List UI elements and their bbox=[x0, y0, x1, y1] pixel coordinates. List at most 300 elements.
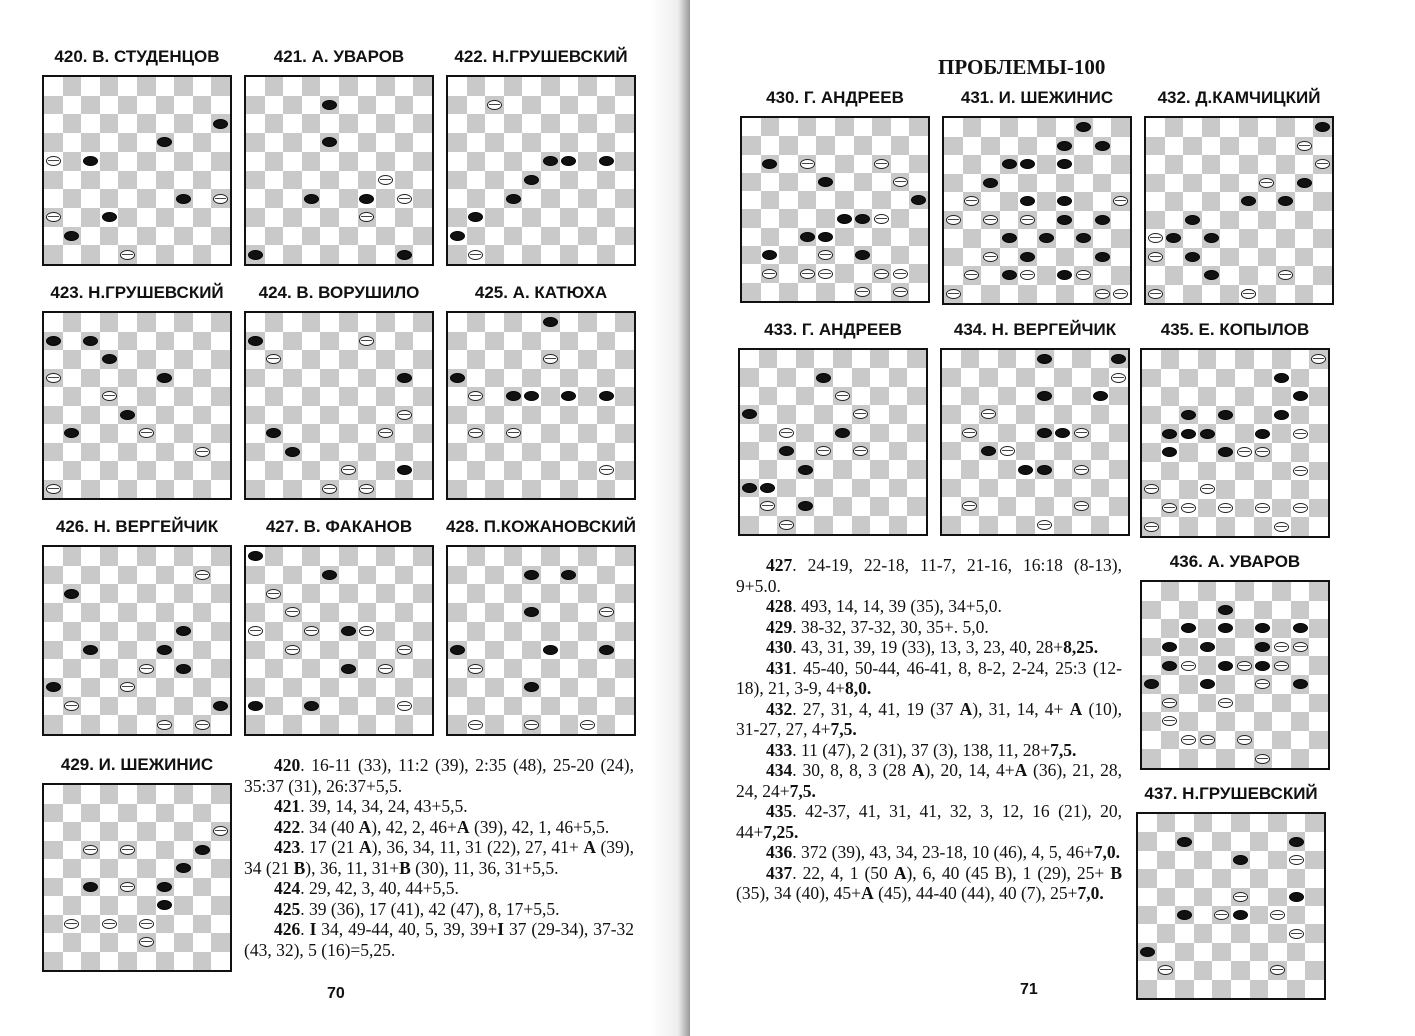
dark-square bbox=[1109, 424, 1128, 442]
solution-paragraph: 420. 16-11 (33), 11:2 (39), 2:35 (48), 25-20 (24), 35:37 (31), 26:37+5,5. bbox=[244, 755, 634, 796]
dark-square bbox=[560, 96, 579, 115]
black-piece bbox=[1255, 429, 1270, 439]
checkers-board bbox=[942, 116, 1132, 305]
black-piece bbox=[779, 446, 794, 456]
light-square bbox=[597, 227, 616, 246]
light-square bbox=[63, 443, 82, 462]
light-square bbox=[137, 715, 156, 734]
dark-square bbox=[302, 189, 321, 208]
dark-square bbox=[504, 461, 523, 480]
dark-square bbox=[541, 584, 560, 603]
dark-square bbox=[1258, 285, 1277, 304]
dark-square bbox=[81, 804, 100, 823]
dark-square bbox=[1179, 517, 1198, 536]
light-square bbox=[358, 114, 377, 133]
solution-paragraph: 433. 11 (47), 2 (31), 37 (3), 138, 11, 28+7,5. bbox=[766, 739, 1077, 760]
light-square bbox=[963, 248, 982, 267]
light-square bbox=[1035, 368, 1054, 386]
white-piece bbox=[359, 212, 374, 222]
dark-square bbox=[1254, 480, 1273, 499]
light-square bbox=[283, 350, 302, 369]
light-square bbox=[504, 245, 523, 264]
light-square bbox=[814, 424, 833, 442]
light-square bbox=[891, 118, 910, 136]
light-square bbox=[193, 424, 212, 443]
dark-square bbox=[63, 896, 82, 915]
light-square bbox=[1291, 694, 1310, 713]
light-square bbox=[798, 173, 817, 191]
light-square bbox=[376, 641, 395, 660]
light-square bbox=[1018, 229, 1037, 248]
dark-square bbox=[193, 208, 212, 227]
diagram bbox=[740, 88, 930, 303]
light-square bbox=[376, 678, 395, 697]
light-square bbox=[944, 192, 963, 211]
dark-square bbox=[395, 480, 414, 499]
light-square bbox=[504, 133, 523, 152]
light-square bbox=[448, 461, 467, 480]
light-square bbox=[302, 443, 321, 462]
white-piece bbox=[835, 391, 850, 401]
black-piece bbox=[1204, 270, 1219, 280]
light-square bbox=[283, 114, 302, 133]
dark-square bbox=[413, 227, 432, 246]
solution-paragraph: 430. 43, 31, 39, 19 (33), 13, 3, 23, 40, 28+8,25. bbox=[766, 637, 1099, 657]
light-square bbox=[1111, 211, 1130, 230]
dark-square bbox=[615, 152, 634, 171]
dark-square bbox=[100, 859, 119, 878]
dark-square bbox=[137, 227, 156, 246]
white-piece bbox=[800, 269, 815, 279]
light-square bbox=[339, 171, 358, 190]
dark-square bbox=[1212, 832, 1231, 850]
dark-square bbox=[100, 697, 119, 716]
dark-square bbox=[137, 547, 156, 566]
light-square bbox=[211, 332, 230, 351]
dark-square bbox=[998, 350, 1017, 368]
dark-square bbox=[44, 171, 63, 190]
light-square bbox=[1179, 499, 1198, 518]
white-piece bbox=[506, 428, 521, 438]
dark-square bbox=[1309, 350, 1328, 369]
light-square bbox=[448, 659, 467, 678]
light-square bbox=[1276, 211, 1295, 230]
dark-square bbox=[1091, 405, 1110, 423]
dark-square bbox=[560, 406, 579, 425]
dark-square bbox=[942, 405, 961, 423]
light-square bbox=[467, 96, 486, 115]
dark-square bbox=[1109, 460, 1128, 478]
white-piece bbox=[1113, 289, 1128, 299]
dark-square bbox=[522, 406, 541, 425]
black-piece bbox=[543, 317, 558, 327]
dark-square bbox=[942, 442, 961, 460]
light-square bbox=[541, 480, 560, 499]
light-square bbox=[522, 547, 541, 566]
light-square bbox=[118, 584, 137, 603]
white-piece bbox=[874, 269, 889, 279]
dark-square bbox=[302, 461, 321, 480]
light-square bbox=[320, 387, 339, 406]
light-square bbox=[265, 603, 284, 622]
black-piece bbox=[322, 100, 337, 110]
dark-square bbox=[560, 603, 579, 622]
dark-square bbox=[302, 350, 321, 369]
light-square bbox=[998, 516, 1017, 534]
dark-square bbox=[1091, 442, 1110, 460]
dark-square bbox=[1142, 406, 1161, 425]
light-square bbox=[44, 659, 63, 678]
dark-square bbox=[1037, 155, 1056, 174]
dark-square bbox=[870, 387, 889, 405]
white-piece bbox=[1274, 661, 1289, 671]
dark-square bbox=[358, 678, 377, 697]
light-square bbox=[854, 118, 873, 136]
checkers-board bbox=[244, 545, 434, 736]
light-square bbox=[597, 114, 616, 133]
dark-square bbox=[1305, 888, 1324, 906]
dark-square bbox=[889, 405, 908, 423]
light-square bbox=[961, 516, 980, 534]
light-square bbox=[156, 859, 175, 878]
light-square bbox=[852, 460, 871, 478]
dark-square bbox=[541, 227, 560, 246]
dark-square bbox=[320, 641, 339, 660]
dark-square bbox=[891, 209, 910, 227]
dark-square bbox=[833, 460, 852, 478]
dark-square bbox=[1175, 906, 1194, 924]
diagram bbox=[446, 517, 636, 736]
light-square bbox=[1056, 192, 1075, 211]
dark-square bbox=[485, 566, 504, 585]
white-piece bbox=[487, 100, 502, 110]
light-square bbox=[485, 387, 504, 406]
white-piece bbox=[818, 269, 833, 279]
light-square bbox=[1309, 517, 1328, 536]
dark-square bbox=[779, 246, 798, 264]
light-square bbox=[944, 229, 963, 248]
diagram-caption: 434. Н. ВЕРГЕЙЧИК bbox=[953, 320, 1117, 339]
black-piece bbox=[835, 428, 850, 438]
dark-square bbox=[1309, 619, 1328, 638]
light-square bbox=[777, 350, 796, 368]
black-piece bbox=[1018, 465, 1033, 475]
dark-square bbox=[761, 155, 780, 173]
dark-square bbox=[339, 461, 358, 480]
light-square bbox=[174, 443, 193, 462]
dark-square bbox=[1091, 368, 1110, 386]
light-square bbox=[761, 136, 780, 154]
dark-square bbox=[1291, 675, 1310, 694]
dark-square bbox=[777, 516, 796, 534]
black-piece bbox=[1177, 910, 1192, 920]
light-square bbox=[339, 369, 358, 388]
dark-square bbox=[615, 350, 634, 369]
dark-square bbox=[174, 896, 193, 915]
light-square bbox=[1272, 369, 1291, 388]
diagram-caption: 423. Н.ГРУШЕВСКИЙ bbox=[50, 283, 224, 302]
dark-square bbox=[467, 547, 486, 566]
light-square bbox=[1220, 192, 1239, 211]
dark-square bbox=[979, 405, 998, 423]
light-square bbox=[1175, 851, 1194, 869]
dark-square bbox=[1198, 656, 1217, 675]
light-square bbox=[779, 228, 798, 246]
light-square bbox=[485, 622, 504, 641]
white-piece bbox=[1278, 270, 1293, 280]
light-square bbox=[522, 424, 541, 443]
light-square bbox=[981, 266, 1000, 285]
light-square bbox=[522, 350, 541, 369]
light-square bbox=[156, 189, 175, 208]
light-square bbox=[541, 171, 560, 190]
dark-square bbox=[448, 715, 467, 734]
dark-square bbox=[597, 566, 616, 585]
light-square bbox=[1220, 229, 1239, 248]
white-piece bbox=[46, 212, 61, 222]
light-square bbox=[156, 584, 175, 603]
dark-square bbox=[1220, 285, 1239, 304]
light-square bbox=[137, 603, 156, 622]
dark-square bbox=[376, 424, 395, 443]
light-square bbox=[907, 442, 926, 460]
light-square bbox=[1093, 118, 1112, 137]
light-square bbox=[358, 461, 377, 480]
light-square bbox=[615, 369, 634, 388]
dark-square bbox=[560, 245, 579, 264]
light-square bbox=[174, 878, 193, 897]
dark-square bbox=[578, 424, 597, 443]
dark-square bbox=[376, 697, 395, 716]
light-square bbox=[1254, 731, 1273, 750]
dark-square bbox=[485, 406, 504, 425]
light-square bbox=[118, 189, 137, 208]
black-piece bbox=[1020, 252, 1035, 262]
dark-square bbox=[872, 264, 891, 282]
light-square bbox=[597, 387, 616, 406]
light-square bbox=[541, 369, 560, 388]
light-square bbox=[246, 350, 265, 369]
light-square bbox=[1054, 497, 1073, 515]
light-square bbox=[1142, 619, 1161, 638]
dark-square bbox=[798, 228, 817, 246]
dark-square bbox=[1018, 137, 1037, 156]
light-square bbox=[1093, 229, 1112, 248]
dark-square bbox=[320, 369, 339, 388]
light-square bbox=[541, 443, 560, 462]
light-square bbox=[1000, 285, 1019, 304]
dark-square bbox=[467, 387, 486, 406]
dark-square bbox=[1291, 749, 1310, 768]
light-square bbox=[302, 96, 321, 115]
light-square bbox=[1202, 174, 1221, 193]
light-square bbox=[1056, 118, 1075, 137]
light-square bbox=[998, 479, 1017, 497]
dark-square bbox=[193, 603, 212, 622]
light-square bbox=[1018, 192, 1037, 211]
dark-square bbox=[283, 678, 302, 697]
light-square bbox=[578, 171, 597, 190]
light-square bbox=[1198, 406, 1217, 425]
dark-square bbox=[740, 368, 759, 386]
checkers-board bbox=[446, 311, 636, 500]
light-square bbox=[193, 933, 212, 952]
dark-square bbox=[578, 350, 597, 369]
light-square bbox=[1268, 906, 1287, 924]
dark-square bbox=[1272, 731, 1291, 750]
light-square bbox=[597, 350, 616, 369]
dark-square bbox=[1212, 906, 1231, 924]
light-square bbox=[998, 368, 1017, 386]
light-square bbox=[358, 547, 377, 566]
diagram bbox=[446, 283, 636, 500]
dark-square bbox=[1291, 443, 1310, 462]
dark-square bbox=[1054, 516, 1073, 534]
light-square bbox=[211, 603, 230, 622]
dark-square bbox=[63, 350, 82, 369]
light-square bbox=[1179, 731, 1198, 750]
light-square bbox=[1179, 694, 1198, 713]
dark-square bbox=[504, 152, 523, 171]
black-piece bbox=[760, 483, 775, 493]
dark-square bbox=[137, 622, 156, 641]
dark-square bbox=[339, 114, 358, 133]
black-piece bbox=[83, 882, 98, 892]
dark-square bbox=[740, 516, 759, 534]
dark-square bbox=[798, 155, 817, 173]
light-square bbox=[1313, 285, 1332, 304]
light-square bbox=[246, 461, 265, 480]
dark-square bbox=[1254, 443, 1273, 462]
dark-square bbox=[302, 697, 321, 716]
dark-square bbox=[63, 77, 82, 96]
black-piece bbox=[176, 626, 191, 636]
white-piece bbox=[1214, 910, 1229, 920]
light-square bbox=[467, 208, 486, 227]
light-square bbox=[265, 171, 284, 190]
dark-square bbox=[156, 369, 175, 388]
dark-square bbox=[1198, 731, 1217, 750]
dark-square bbox=[81, 332, 100, 351]
black-piece bbox=[248, 701, 263, 711]
light-square bbox=[413, 715, 432, 734]
dark-square bbox=[1142, 369, 1161, 388]
dark-square bbox=[156, 406, 175, 425]
dark-square bbox=[211, 461, 230, 480]
light-square bbox=[44, 859, 63, 878]
light-square bbox=[320, 697, 339, 716]
light-square bbox=[761, 283, 780, 301]
light-square bbox=[395, 227, 414, 246]
dark-square bbox=[522, 603, 541, 622]
dark-square bbox=[100, 114, 119, 133]
light-square bbox=[909, 283, 928, 301]
dark-square bbox=[1305, 961, 1324, 979]
light-square bbox=[889, 424, 908, 442]
white-piece bbox=[120, 882, 135, 892]
dark-square bbox=[137, 859, 156, 878]
light-square bbox=[137, 678, 156, 697]
dark-square bbox=[44, 480, 63, 499]
black-piece bbox=[1255, 642, 1270, 652]
light-square bbox=[560, 350, 579, 369]
light-square bbox=[137, 406, 156, 425]
black-piece bbox=[543, 645, 558, 655]
light-square bbox=[1194, 832, 1213, 850]
light-square bbox=[1254, 350, 1273, 369]
dark-square bbox=[578, 697, 597, 716]
light-square bbox=[870, 442, 889, 460]
light-square bbox=[1179, 462, 1198, 481]
dark-square bbox=[814, 368, 833, 386]
dark-square bbox=[358, 715, 377, 734]
dark-square bbox=[193, 641, 212, 660]
dark-square bbox=[81, 678, 100, 697]
light-square bbox=[1250, 851, 1269, 869]
dark-square bbox=[1018, 248, 1037, 267]
dark-square bbox=[560, 641, 579, 660]
dark-square bbox=[1157, 851, 1176, 869]
dark-square bbox=[1146, 248, 1165, 267]
dark-square bbox=[909, 228, 928, 246]
light-square bbox=[522, 152, 541, 171]
light-square bbox=[376, 443, 395, 462]
light-square bbox=[891, 264, 910, 282]
light-square bbox=[504, 406, 523, 425]
light-square bbox=[1111, 174, 1130, 193]
dark-square bbox=[100, 189, 119, 208]
dark-square bbox=[1138, 943, 1157, 961]
dark-square bbox=[211, 859, 230, 878]
dark-square bbox=[872, 228, 891, 246]
dark-square bbox=[1291, 517, 1310, 536]
dark-square bbox=[541, 114, 560, 133]
light-square bbox=[485, 77, 504, 96]
dark-square bbox=[448, 480, 467, 499]
checkers-board bbox=[738, 348, 928, 536]
light-square bbox=[597, 584, 616, 603]
light-square bbox=[942, 350, 961, 368]
dark-square bbox=[1250, 869, 1269, 887]
light-square bbox=[963, 174, 982, 193]
dark-square bbox=[1309, 656, 1328, 675]
dark-square bbox=[1250, 980, 1269, 998]
light-square bbox=[485, 461, 504, 480]
dark-square bbox=[541, 77, 560, 96]
dark-square bbox=[156, 480, 175, 499]
dark-square bbox=[485, 332, 504, 351]
black-piece bbox=[83, 645, 98, 655]
dark-square bbox=[560, 133, 579, 152]
black-piece bbox=[1057, 141, 1072, 151]
light-square bbox=[1258, 192, 1277, 211]
light-square bbox=[246, 697, 265, 716]
dark-square bbox=[761, 228, 780, 246]
light-square bbox=[358, 350, 377, 369]
dark-square bbox=[358, 641, 377, 660]
dark-square bbox=[211, 896, 230, 915]
white-piece bbox=[157, 720, 172, 730]
dark-square bbox=[413, 461, 432, 480]
light-square bbox=[1074, 248, 1093, 267]
light-square bbox=[541, 245, 560, 264]
dark-square bbox=[1258, 174, 1277, 193]
white-piece bbox=[893, 287, 908, 297]
white-piece bbox=[1255, 754, 1270, 764]
light-square bbox=[1313, 137, 1332, 156]
dark-square bbox=[541, 461, 560, 480]
light-square bbox=[174, 715, 193, 734]
